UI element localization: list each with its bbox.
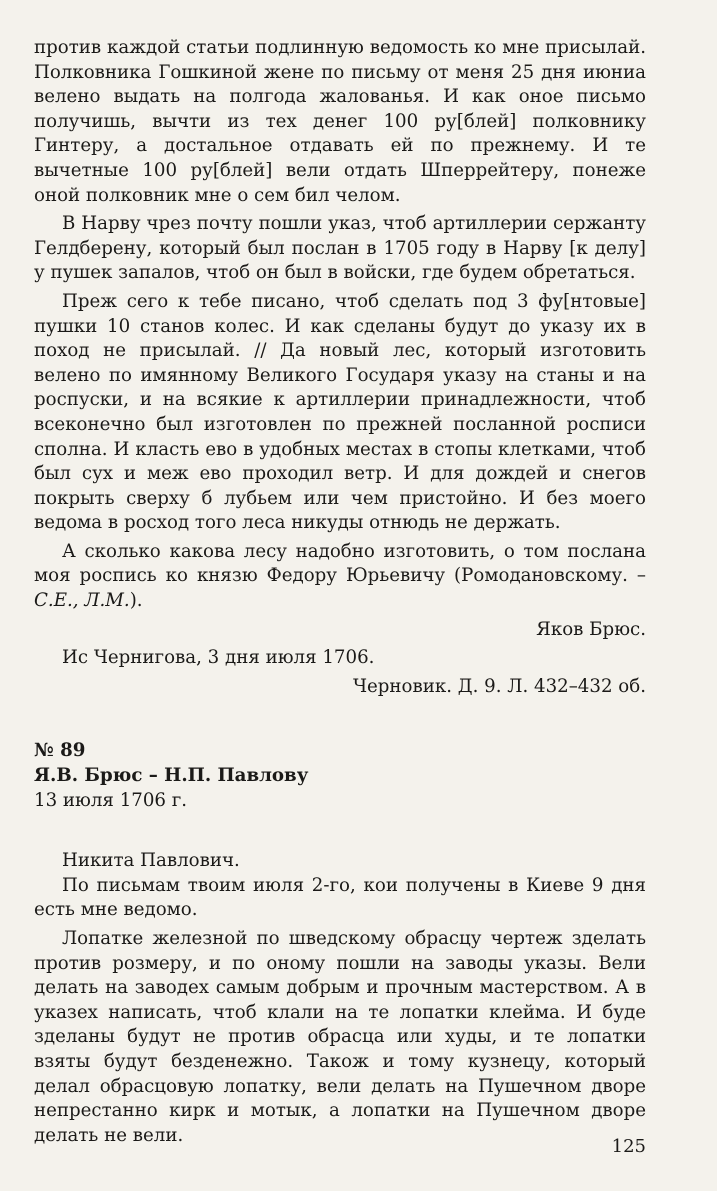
page-number: 125 (611, 1136, 646, 1157)
paragraph-list-close: ). (129, 590, 143, 612)
salutation: Никита Павлович. (62, 850, 240, 872)
place-date: Ис Чернигова, 3 дня июля 1706. (62, 647, 375, 669)
signature: Яков Брюс. (536, 618, 646, 640)
archive-note: Черновик. Д. 9. Л. 432–432 об. (352, 675, 646, 697)
paragraph-letters: По письмам твоим июля 2-го, кои получены в Киеве 9 дня есть мне ведомо. (34, 874, 646, 921)
editors-initials: С.Е., Л.М. (34, 590, 130, 612)
document-page (34, 36, 646, 1148)
paragraph-list (34, 540, 646, 614)
doc-number: № 89 (34, 740, 86, 762)
doc-date: 13 июля 1706 г. (34, 789, 188, 811)
doc-title: Я.В. Брюс – Н.П. Павлову (34, 765, 309, 787)
paragraph-list-main: А сколько какова лесу надобно изготовить, о том послана моя роспись ко князю Федору Юрьевичу (Ромодановскому. – (34, 540, 646, 587)
continuation-paragraph: против каждой статьи подлинную ведомость ко мне присылай. Полковника Гошкиной жене по письму от меня 25 дня июниа велено выдать на полгода жалованья. И как оное письмо получишь, вычти из тех денег 100 ру[блей] полковнику Гинтеру, а достальное отдавать ей по прежнему. И те вычетные 100 ру[блей] вели отдать Шперрейтеру, понеже оной полковник мне о сем бил челом. (34, 37, 646, 206)
paragraph-shovel: Лопатке железной по шведскому обрасцу чертеж зделать против розмеру, и по оному пошли на заводы указы. Вели делать на заводех самым добрым и прочным мастерством. А в указех написать, чтоб клали на те лопатки клейма. И буде зделаны будут не против обрасца или худы, и те лопатки взяты будут безденежно. Також и тому кузнецу, который делал обрасцовую лопатку, вели делать на Пушечном дворе непрестанно кирк и мотык, а лопатки на Пушечном дворе делать не вели. (34, 928, 646, 1146)
paragraph-wood: Преж сего к тебе писано, чтоб сделать под 3 фу[нтовые] пушки 10 станов колес. И как сделаны будут до указу их в поход не присылай. // Да новый лес, который изготовить велено по имянному Великого Государя указу на станы и на роспуски, и на всякие к артиллерии принадлежности, чтоб всеконечно был изготовлен по прежней посланной росписи сполна. И класть ево в удобных местах в стопы клетками, чтоб был сух и меж ево проходил ветр. И для дождей и снегов покрыть сверху б лубьем или чем пристойно. И без моего ведома в росход того леса никуды отнюдь не держать. (34, 290, 646, 534)
paragraph-narva: В Нарву чрез почту пошли указ, чтоб артиллерии сержанту Гелдберену, который был послан в 1705 году в Нарву [к делу] у пушек запалов, чтоб он был в войски, где будем обретаться. (34, 213, 646, 284)
